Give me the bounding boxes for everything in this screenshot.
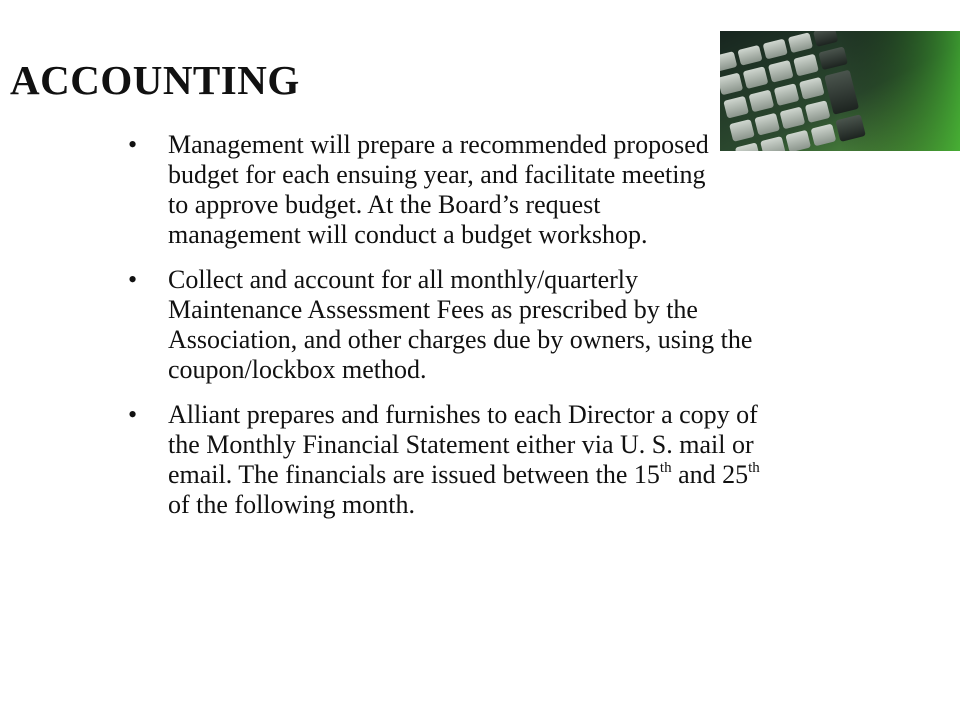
bullet-item xyxy=(126,265,766,385)
bullet-text: Management will prepare a recommended proposed budget for each ensuing year, and facilitate meeting to approve budget. At the Board’s request management will conduct a budget workshop. xyxy=(168,130,709,249)
bullet-icon: • xyxy=(128,400,138,429)
bullet-icon: • xyxy=(128,130,138,159)
bullet-text: Alliant prepares and furnishes to each Director a copy of the Monthly Financial Statement either via U. S. mail or email. The financials are issued between the 15 xyxy=(168,400,758,489)
bullet-list xyxy=(126,130,766,535)
ordinal-suffix: th xyxy=(748,460,760,477)
ordinal-suffix: th xyxy=(659,460,672,477)
bullet-icon: • xyxy=(128,265,138,294)
bullet-text: Collect and account for all monthly/quarterly Maintenance Assessment Fees as prescribed by the Association, and other charges due by owners, using the coupon/lockbox method. xyxy=(168,265,753,384)
bullet-text: of the following month. xyxy=(168,490,415,519)
bullet-item xyxy=(126,400,766,520)
slide-title: ACCOUNTING xyxy=(10,57,300,103)
bullet-text: and 25 xyxy=(671,460,749,489)
bullet-item xyxy=(126,130,723,250)
